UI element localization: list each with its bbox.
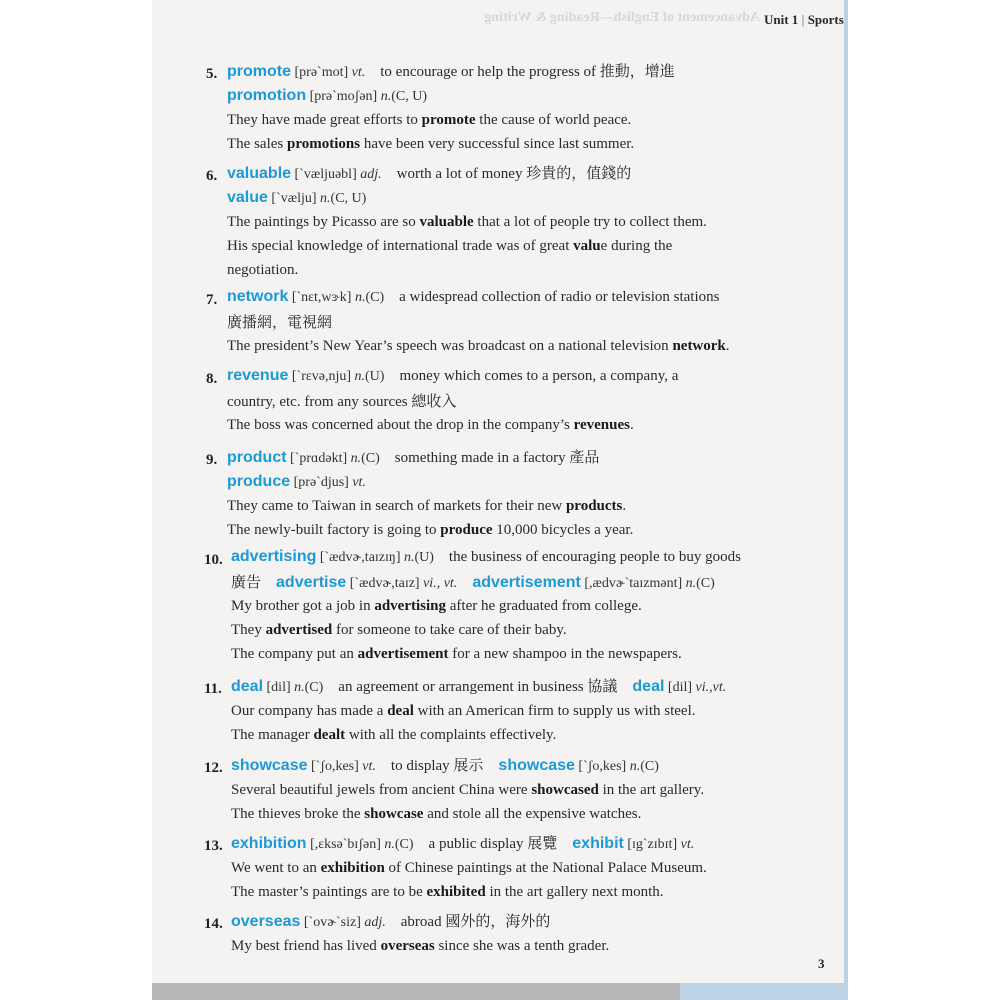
example-keyword: revenues (573, 417, 630, 433)
part-of-speech: adj. (364, 915, 386, 930)
example-keyword: advertising (374, 598, 446, 614)
example-keyword: produce (440, 522, 493, 538)
headword: promotion (227, 87, 307, 104)
part-of-speech: n. (350, 451, 362, 466)
phonetic: (C, U) (391, 89, 428, 104)
phonetic: [`væljuəbl] (291, 167, 361, 182)
entry-line (231, 702, 696, 720)
part-of-speech: vt. (362, 759, 376, 774)
unit-header: Unit 1 | Sports (764, 12, 844, 27)
entry-line (227, 111, 631, 129)
section-label: Sports (807, 12, 844, 27)
part-of-speech: vt. (352, 475, 366, 490)
example-text: and stole all the expensive watches. (423, 806, 642, 822)
phonetic: [prə`djus] (290, 475, 353, 490)
phonetic: [`vælju] (267, 191, 321, 206)
entry-number: 9. (206, 452, 218, 468)
definition: money which comes to a person, a company, a (384, 368, 679, 384)
definition (617, 679, 632, 695)
definition: worth a lot of money (381, 166, 527, 182)
entry-line (231, 859, 707, 877)
example-text: They came to Taiwan in search of markets for their new (227, 498, 566, 514)
headword: exhibition (231, 835, 307, 852)
entry-line (227, 521, 633, 539)
headword: valuable (227, 165, 292, 182)
example-text: The manager (231, 727, 314, 743)
example-keyword: advertisement (357, 646, 449, 662)
part-of-speech: vi.,vt. (695, 680, 727, 695)
chinese-gloss: 展覽 (527, 834, 558, 852)
footer-bar-gray (152, 983, 680, 1000)
phonetic: (C) (365, 290, 385, 305)
phonetic: [dil] (263, 680, 295, 695)
example-text: negotiation. (227, 262, 299, 278)
headword-line (227, 62, 675, 82)
entry-line (231, 597, 642, 615)
headword: deal (231, 678, 264, 695)
headword: promote (227, 63, 291, 80)
entry-line (231, 645, 682, 663)
definition (457, 575, 472, 591)
example-text: My brother got a job in (231, 598, 375, 614)
headword-line (231, 834, 694, 854)
entry-line (231, 805, 641, 823)
chinese-gloss: 廣告 (231, 573, 262, 591)
example-text: have been very successful since last summer. (360, 136, 635, 152)
example-text: Several beautiful jewels from ancient China were (231, 782, 532, 798)
chinese-gloss: 協議 (587, 677, 618, 695)
phonetic: [prə`moʃən] (306, 89, 381, 104)
phonetic: [`ædvɚ,taɪzɪŋ] (316, 550, 404, 565)
part-of-speech: n. (629, 759, 641, 774)
example-text: The newly-built factory is going to (227, 522, 441, 538)
phonetic: [`ʃo,kes] (574, 759, 630, 774)
definition: a public display (413, 836, 528, 852)
entry-line (231, 883, 664, 901)
phonetic: [`ovɚ`siz] (300, 915, 365, 930)
page-edge-strip (844, 0, 848, 1000)
example-keyword: exhibition (320, 860, 385, 876)
entry-line (231, 937, 609, 955)
example-text: in the art gallery. (598, 782, 705, 798)
example-text: The master’s paintings are to be (231, 884, 427, 900)
example-text: for someone to take care of their baby. (332, 622, 567, 638)
example-text: My best friend has lived (231, 938, 381, 954)
part-of-speech: n. (354, 369, 366, 384)
definition: a widespread collection of radio or television stations (384, 289, 720, 305)
part-of-speech: n. (380, 89, 392, 104)
example-text: The boss was concerned about the drop in the company’s (227, 417, 574, 433)
example-text: . (725, 338, 730, 354)
entry-number: 11. (204, 681, 222, 697)
headword: produce (227, 473, 291, 490)
definition: an agreement or arrangement in business (323, 679, 588, 695)
headword: advertisement (472, 574, 581, 591)
part-of-speech: vt. (351, 65, 366, 80)
example-keyword: showcased (531, 782, 599, 798)
phonetic: (C) (394, 837, 414, 852)
example-text: with an American firm to supply us with steel. (413, 703, 696, 719)
example-text: since she was a tenth grader. (434, 938, 610, 954)
part-of-speech: n. (403, 550, 415, 565)
definition: to display (375, 758, 454, 774)
headword: revenue (227, 367, 289, 384)
phonetic: [,ɛksə`bɪʃən] (306, 837, 385, 852)
definition (557, 836, 572, 852)
chinese-gloss: 珍貴的，值錢的 (526, 164, 632, 182)
example-text: Our company has made a (231, 703, 388, 719)
example-text: 10,000 bicycles a year. (492, 522, 634, 538)
phonetic: (U) (414, 550, 434, 565)
example-text: The president’s New Year’s speech was broadcast on a national television (227, 338, 673, 354)
definition: something made in a factory (379, 450, 570, 466)
headword: overseas (231, 913, 301, 930)
headword-line (231, 912, 550, 932)
example-text: country, etc. from any sources (227, 394, 412, 410)
phonetic: [`rɛvə,nju] (288, 369, 355, 384)
entry-line (227, 497, 626, 515)
bleed-through-header: Advancement of English—Reading & Writing (484, 10, 760, 25)
headword: exhibit (572, 835, 624, 852)
example-text: . (622, 498, 627, 514)
entry-number: 13. (204, 838, 223, 854)
example-keyword: dealt (313, 727, 346, 743)
entry-line (227, 189, 366, 208)
phonetic: [`ʃo,kes] (307, 759, 363, 774)
headword: showcase (231, 757, 308, 774)
example-text: The paintings by Picasso are so (227, 214, 420, 230)
definition (261, 575, 276, 591)
example-text: The sales (227, 136, 287, 152)
page-number: 3 (818, 956, 825, 971)
chinese-gloss: 推動，增進 (599, 62, 675, 80)
entry-line (227, 392, 456, 411)
example-keyword: valu (573, 238, 601, 254)
example-keyword: advertised (265, 622, 333, 638)
example-keyword: showcase (364, 806, 424, 822)
entry-number: 10. (204, 552, 223, 568)
example-keyword: overseas (380, 938, 435, 954)
headword-line (231, 548, 741, 567)
entry-number: 7. (206, 292, 218, 308)
headword: showcase (498, 757, 575, 774)
entry-line (227, 237, 672, 255)
definition: abroad (385, 914, 446, 930)
entry-line (227, 135, 634, 153)
example-text: We went to an (231, 860, 321, 876)
example-keyword: deal (387, 703, 414, 719)
entry-number: 5. (206, 66, 218, 82)
phonetic: [prə`mot] (291, 65, 352, 80)
example-text: They have made great efforts to (227, 112, 422, 128)
example-keyword: products (565, 498, 623, 514)
entry-line (231, 573, 715, 593)
headword: deal (632, 678, 665, 695)
example-keyword: exhibited (426, 884, 486, 900)
headword-line (231, 677, 726, 697)
chinese-gloss: 產品 (569, 448, 600, 466)
part-of-speech: n. (685, 576, 697, 591)
part-of-speech: n. (384, 837, 395, 852)
part-of-speech: vt. (680, 837, 695, 852)
example-keyword: valuable (419, 214, 474, 230)
entry-line (227, 473, 366, 492)
chinese-gloss: 廣播網，電視網 (227, 313, 333, 331)
entry-number: 14. (204, 916, 223, 932)
phonetic: (C) (640, 759, 659, 774)
part-of-speech: n. (320, 191, 331, 206)
headword-line (227, 367, 678, 386)
entry-number: 6. (206, 168, 218, 184)
example-text: His special knowledge of international trade was of great (227, 238, 574, 254)
phonetic: (C, U) (330, 191, 367, 206)
headword: product (227, 449, 287, 466)
part-of-speech: n. (354, 290, 366, 305)
example-text: with all the complaints effectively. (345, 727, 557, 743)
footer-bar-blue (680, 983, 844, 1000)
phonetic: (C) (304, 680, 324, 695)
phonetic: [dil] (664, 680, 696, 695)
definition (483, 758, 498, 774)
example-text: that a lot of people try to collect them. (473, 214, 707, 230)
chinese-gloss: 總收入 (411, 392, 457, 410)
part-of-speech: vi., vt. (423, 576, 458, 591)
phonetic: (U) (365, 369, 385, 384)
entry-line (227, 416, 634, 434)
definition: to encourage or help the progress of (365, 64, 600, 80)
entry-line (231, 726, 556, 744)
entry-line (227, 213, 707, 231)
example-text: in the art gallery next month. (485, 884, 664, 900)
example-text: The company put an (231, 646, 358, 662)
entry-line (231, 621, 567, 639)
example-text: The thieves broke the (231, 806, 365, 822)
headword: advertising (231, 548, 317, 565)
example-keyword: promote (421, 112, 476, 128)
phonetic: [`nɛt,wɝk] (288, 290, 355, 305)
phonetic: [`ædvɚ,taɪz] (346, 576, 424, 591)
example-text: for a new shampoo in the newspapers. (448, 646, 682, 662)
chinese-gloss: 展示 (453, 756, 484, 774)
part-of-speech: adj. (360, 167, 382, 182)
phonetic: (C) (361, 451, 380, 466)
entry-line (231, 781, 704, 799)
chinese-gloss: 國外的，海外的 (445, 912, 551, 930)
example-keyword: network (672, 338, 726, 354)
part-of-speech: n. (294, 680, 305, 695)
entry-line (227, 87, 427, 106)
example-text: They (231, 622, 266, 638)
headword-line (227, 288, 719, 307)
phonetic: [ɪg`zɪbɪt] (623, 837, 681, 852)
unit-label: Unit 1 (764, 12, 799, 27)
phonetic: [`prɑdəkt] (286, 451, 351, 466)
headword: network (227, 288, 289, 305)
headword: value (227, 189, 268, 206)
entry-line (227, 261, 298, 279)
example-text: the cause of world peace. (475, 112, 632, 128)
headword-line (231, 756, 659, 776)
headword-line (227, 164, 631, 184)
phonetic: [,ædvɚ`taɪzmənt] (580, 576, 686, 591)
entry-number: 8. (206, 371, 218, 387)
headword-line (227, 448, 599, 468)
entry-number: 12. (204, 760, 223, 776)
entry-line (227, 337, 730, 355)
example-keyword: promotions (286, 136, 361, 152)
headword: advertise (276, 574, 347, 591)
example-text: after he graduated from college. (446, 598, 642, 614)
example-text: . (629, 417, 634, 433)
example-text: of Chinese paintings at the National Palace Museum. (384, 860, 707, 876)
phonetic: (C) (696, 576, 715, 591)
example-text: e during the (600, 238, 673, 254)
definition: the business of encouraging people to buy goods (433, 549, 741, 565)
entry-line (227, 313, 332, 332)
